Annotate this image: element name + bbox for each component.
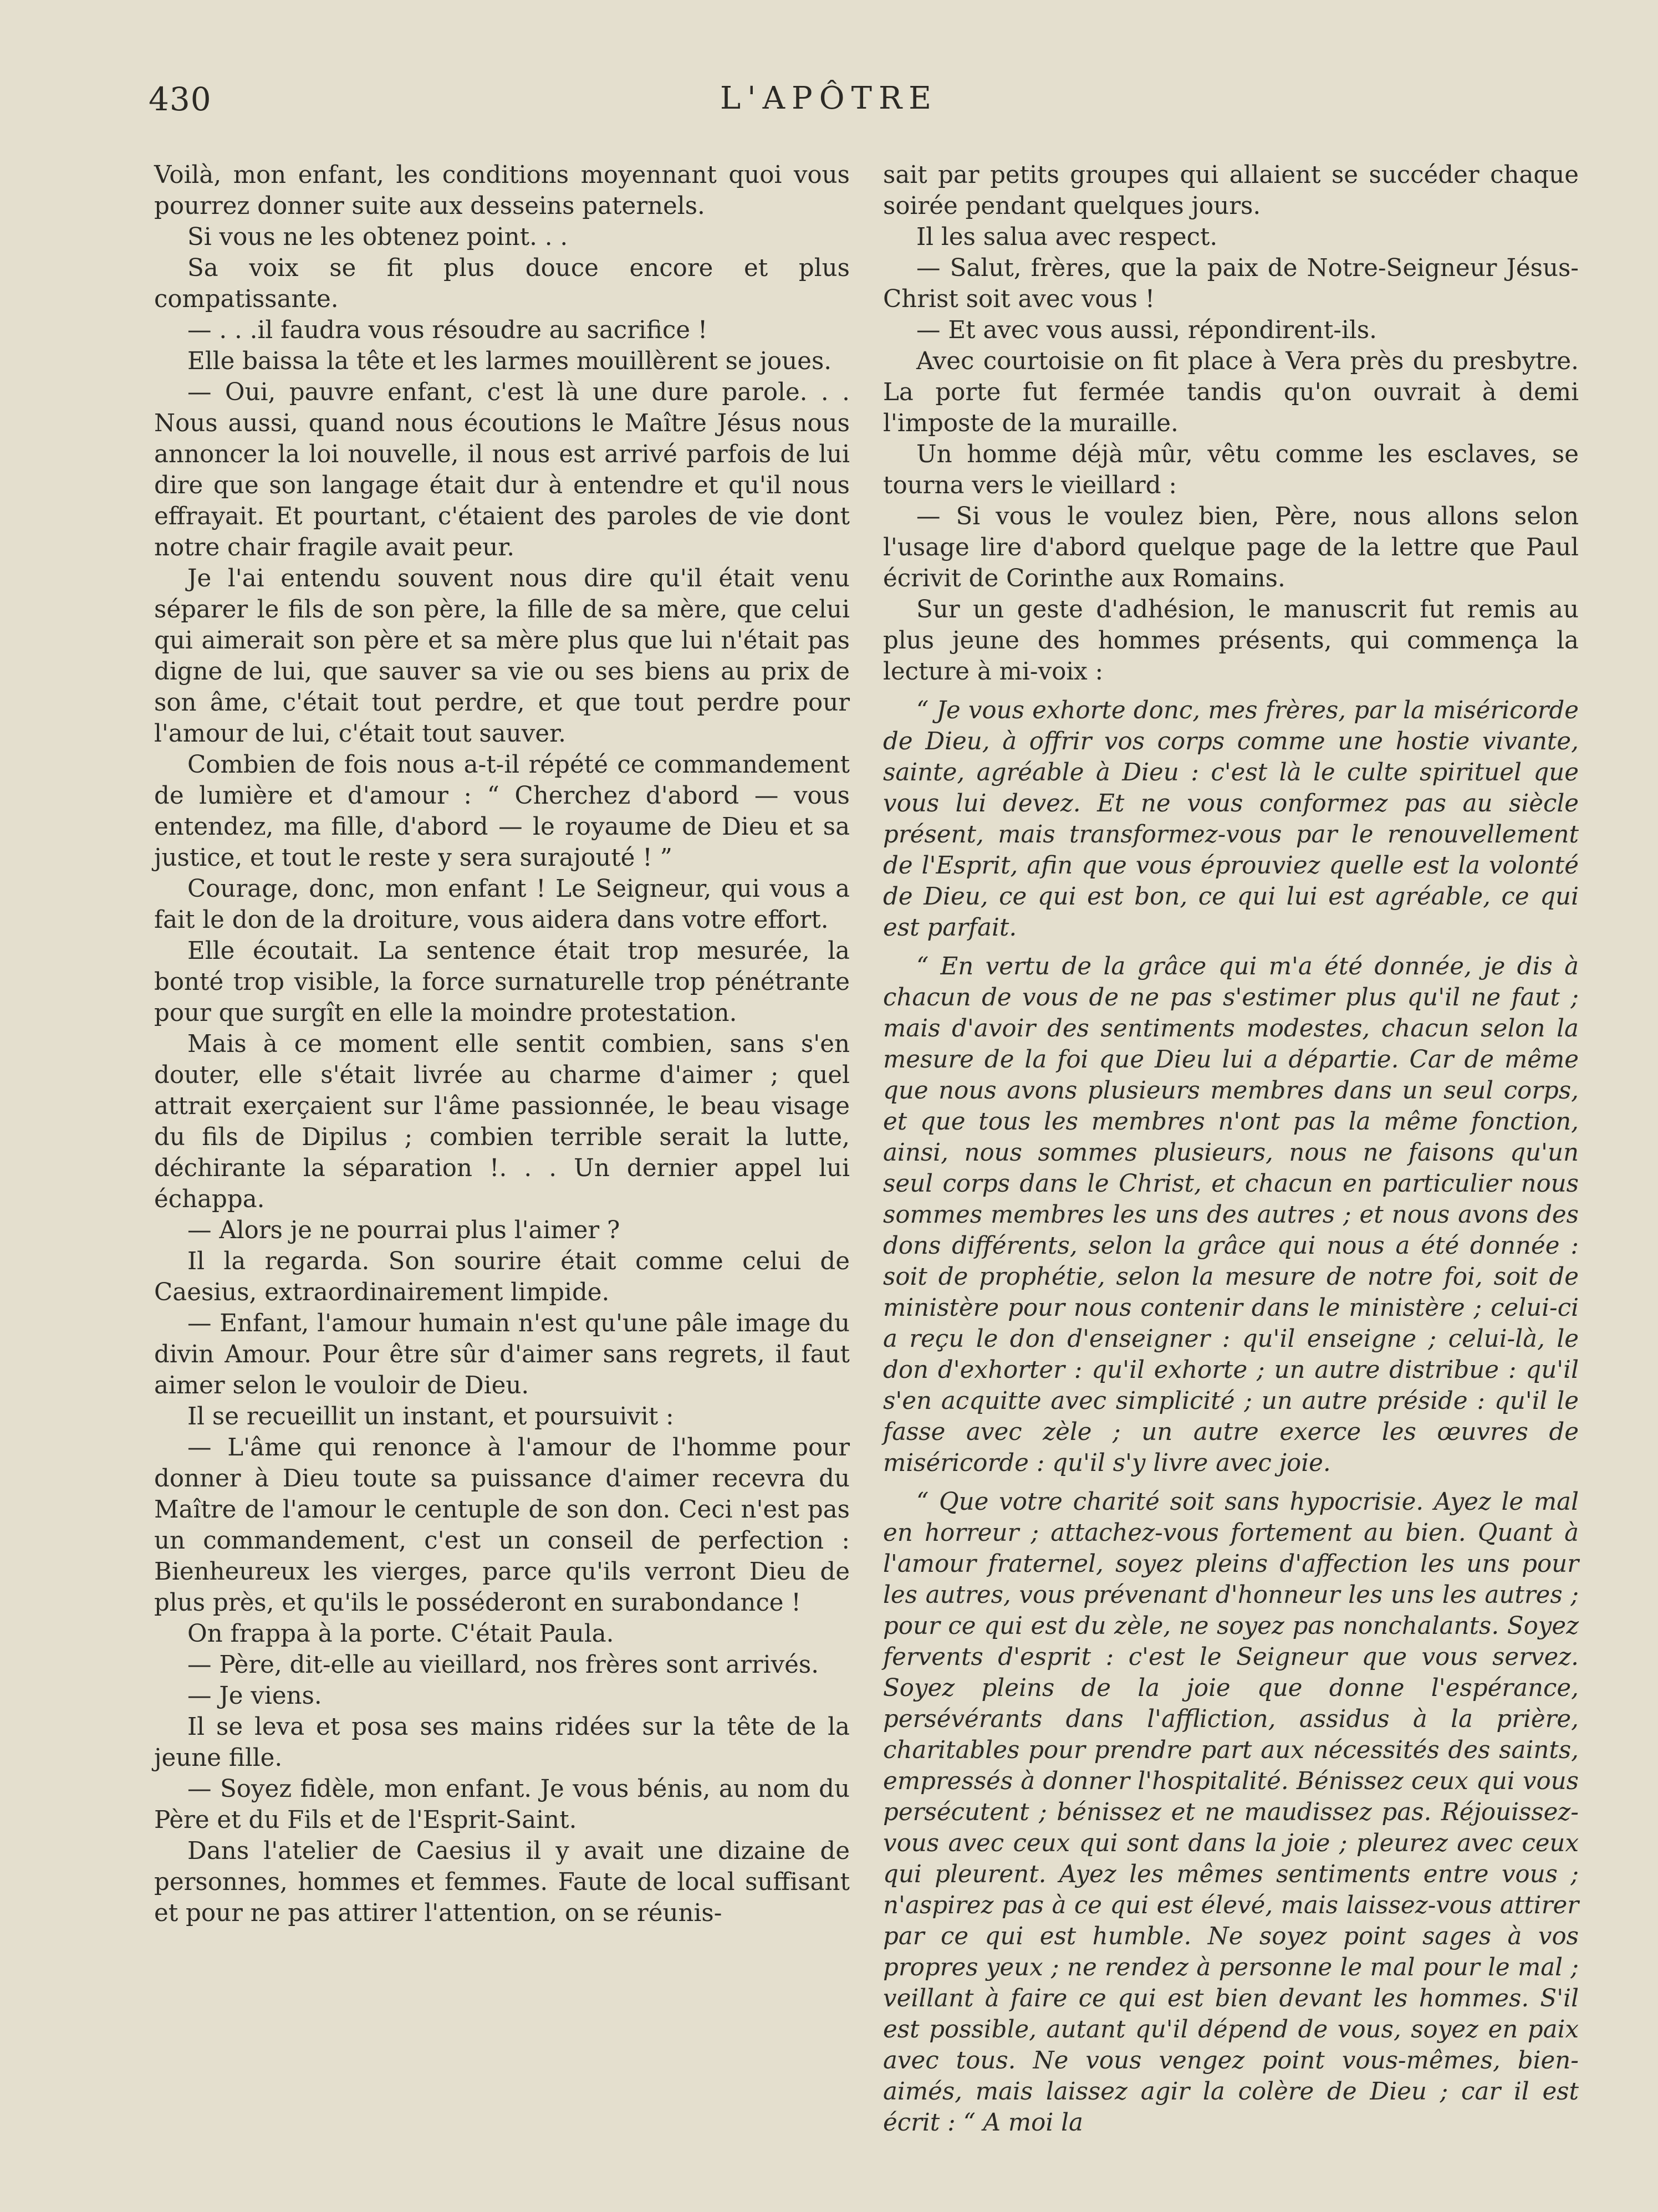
paragraph: sait par petits groupes qui allaient se succéder chaque soirée pendant quelques jours. bbox=[883, 161, 1579, 220]
paragraph: — Et avec vous aussi, répondirent-ils. bbox=[916, 316, 1377, 344]
right-column bbox=[883, 160, 1579, 2138]
paragraph: Combien de fois nous a-t-il répété ce commandement de lumière et d'amour : “ Cherchez d'abord — vous entendez, ma fille, d'abord — le royaume de Dieu et sa justice, et tout le reste y sera surajouté ! ” bbox=[154, 751, 850, 872]
paragraph: Sur un geste d'adhésion, le manuscrit fut remis au plus jeune des hommes présents, qui commença la lecture à mi-voix : bbox=[883, 596, 1579, 686]
paragraph: Mais à ce moment elle sentit combien, sans s'en douter, elle s'était livrée au charme d'aimer ; quel attrait exerçaient sur l'âme passionnée, le beau visage du fils de Dipilus ; combien terrible serait la lutte, déchirante la séparation !. . . Un dernier appel lui échappa. bbox=[154, 1030, 850, 1213]
paragraph: — Enfant, l'amour humain n'est qu'une pâle image du divin Amour. Pour être sûr d'aimer sans regrets, il faut aimer selon le vouloir de Dieu. bbox=[154, 1310, 850, 1399]
scripture-quote: “ Que votre charité soit sans hypocrisie. Ayez le mal en horreur ; attachez-vous fortement au bien. Quant à l'amour fraternel, soyez pleins d'affection les uns pour les autres, vous prévenant d'honneur les uns les autres ; pour ce qui est du zèle, ne soyez pas nonchalants. Soyez fervents d'esprit : c'est le Seigneur que vous servez. Soyez pleins de la joie que donne l'espérance, persévérants dans l'affliction, assidus à la prière, charitables pour prendre part aux nécessités des saints, empressés à donner l'hospitalité. Bénissez ceux qui vous persécutent ; bénissez et ne maudissez pas. Réjouissez-vous avec ceux qui sont dans la joie ; pleurez avec ceux qui pleurent. Ayez les mêmes sentiments entre vous ; n'aspirez pas à ce qui est élevé, mais laissez-vous attirer par ce qui est humble. Ne soyez point sages à vos propres yeux ; ne rendez à personne le mal pour le mal ; veillant à faire ce qui est bien devant les hommes. S'il est possible, autant qu'il dépend de vous, soyez en paix avec tous. Ne vous vengez point vous-mêmes, bien-aimés, mais laissez agir la colère de Dieu ; car il est écrit : “ A moi la bbox=[883, 1488, 1579, 2137]
running-title: L'APÔTRE bbox=[720, 80, 938, 116]
paragraph: Avec courtoisie on fit place à Vera près du presbytre. La porte fut fermée tandis qu'on ouvrait à demi l'imposte de la muraille. bbox=[883, 348, 1579, 437]
paragraph: — Oui, pauvre enfant, c'est là une dure parole. . . Nous aussi, quand nous écoutions le Maître Jésus nous annoncer la loi nouvelle, il nous est arrivé parfois de lui dire que son langage était dur à entendre et qu'il nous effrayait. Et pourtant, c'étaient des paroles de vie dont notre chair fragile avait peur. bbox=[154, 379, 850, 561]
paragraph: Elle baissa la tête et les larmes mouillèrent se joues. bbox=[187, 348, 832, 375]
paragraph: Un homme déjà mûr, vêtu comme les esclaves, se tourna vers le vieillard : bbox=[883, 441, 1579, 499]
paragraph: — L'âme qui renonce à l'amour de l'homme pour donner à Dieu toute sa puissance d'aimer recevra du Maître de l'amour le centuple de son don. Ceci n'est pas un commandement, c'est un conseil de perfection : Bienheureux les vierges, parce qu'ils verront Dieu de plus près, et qu'ils le posséderont en surabondance ! bbox=[154, 1434, 850, 1617]
paragraph: — Salut, frères, que la paix de Notre-Seigneur Jésus-Christ soit avec vous ! bbox=[883, 254, 1579, 313]
paragraph: Il la regarda. Son sourire était comme celui de Caesius, extraordinairement limpide. bbox=[154, 1248, 850, 1306]
paragraph: — Je viens. bbox=[187, 1682, 322, 1710]
page-number: 430 bbox=[149, 80, 212, 118]
paragraph: — Soyez fidèle, mon enfant. Je vous bénis, au nom du Père et du Fils et de l'Esprit-Saint. bbox=[154, 1775, 850, 1834]
paragraph: — Père, dit-elle au vieillard, nos frères sont arrivés. bbox=[187, 1651, 819, 1679]
paragraph: Sa voix se fit plus douce encore et plus compatissante. bbox=[154, 254, 850, 313]
scripture-quote: “ En vertu de la grâce qui m'a été donnée, je dis à chacun de vous de ne pas s'estimer plus qu'il ne faut ; mais d'avoir des sentiments modestes, chacun selon la mesure de la foi que Dieu lui a départie. Car de même que nous avons plusieurs membres dans un seul corps, et que tous les membres n'ont pas la même fonction, ainsi, nous sommes plusieurs, nous ne faisons qu'un seul corps dans le Christ, et chacun en particulier nous sommes membres les uns des autres ; et nous avons des dons différents, selon la grâce qui nous a été donnée : soit de prophétie, selon la mesure de notre foi, soit de ministère pour nous contenir dans le ministère ; celui-ci a reçu le don d'enseigner : qu'il enseigne ; celui-là, le don d'exhorter : qu'il exhorte ; un autre distribue : qu'il s'en acquitte avec simplicité ; un autre préside : qu'il le fasse avec zèle ; un autre exerce les œuvres de miséricorde : qu'il s'y livre avec joie. bbox=[883, 953, 1579, 1477]
left-column bbox=[154, 160, 850, 1929]
paragraph: — Si vous le voulez bien, Père, nous allons selon l'usage lire d'abord quelque page de la lettre que Paul écrivit de Corinthe aux Romains. bbox=[883, 503, 1579, 592]
paragraph: Dans l'atelier de Caesius il y avait une dizaine de personnes, hommes et femmes. Faute de local suffisant et pour ne pas attirer l'attention, on se réunis- bbox=[154, 1837, 850, 1927]
paragraph: Je l'ai entendu souvent nous dire qu'il était venu séparer le fils de son père, la fille de sa mère, que celui qui aimerait son père et sa mère plus que lui n'était pas digne de lui, que sauver sa vie ou ses biens au prix de son âme, c'était tout perdre, et que tout perdre pour l'amour de lui, c'était tout sauver. bbox=[154, 565, 850, 748]
paragraph: Il se recueillit un instant, et poursuivit : bbox=[187, 1403, 674, 1431]
paragraph: Courage, donc, mon enfant ! Le Seigneur, qui vous a fait le don de la droiture, vous aidera dans votre effort. bbox=[154, 875, 850, 934]
paragraph: — . . .il faudra vous résoudre au sacrifice ! bbox=[187, 316, 708, 344]
paragraph: On frappa à la porte. C'était Paula. bbox=[187, 1620, 614, 1648]
paragraph: Voilà, mon enfant, les conditions moyennant quoi vous pourrez donner suite aux desseins paternels. bbox=[154, 161, 850, 220]
paragraph: — Alors je ne pourrai plus l'aimer ? bbox=[187, 1217, 620, 1244]
paragraph: Il se leva et posa ses mains ridées sur la tête de la jeune fille. bbox=[154, 1713, 850, 1772]
paragraph: Il les salua avec respect. bbox=[916, 223, 1218, 251]
paragraph: Si vous ne les obtenez point. . . bbox=[187, 223, 568, 251]
paragraph: Elle écoutait. La sentence était trop mesurée, la bonté trop visible, la force surnaturelle trop pénétrante pour que surgît en elle la moindre protestation. bbox=[154, 937, 850, 1027]
scripture-quote: “ Je vous exhorte donc, mes frères, par la miséricorde de Dieu, à offrir vos corps comme une hostie vivante, sainte, agréable à Dieu : c'est là le culte spirituel que vous lui devez. Et ne vous conformez pas au siècle présent, mais transformez-vous par le renouvellement de l'Esprit, afin que vous éprouviez quelle est la volonté de Dieu, ce qui est bon, ce qui lui est agréable, ce qui est parfait. bbox=[883, 697, 1579, 942]
